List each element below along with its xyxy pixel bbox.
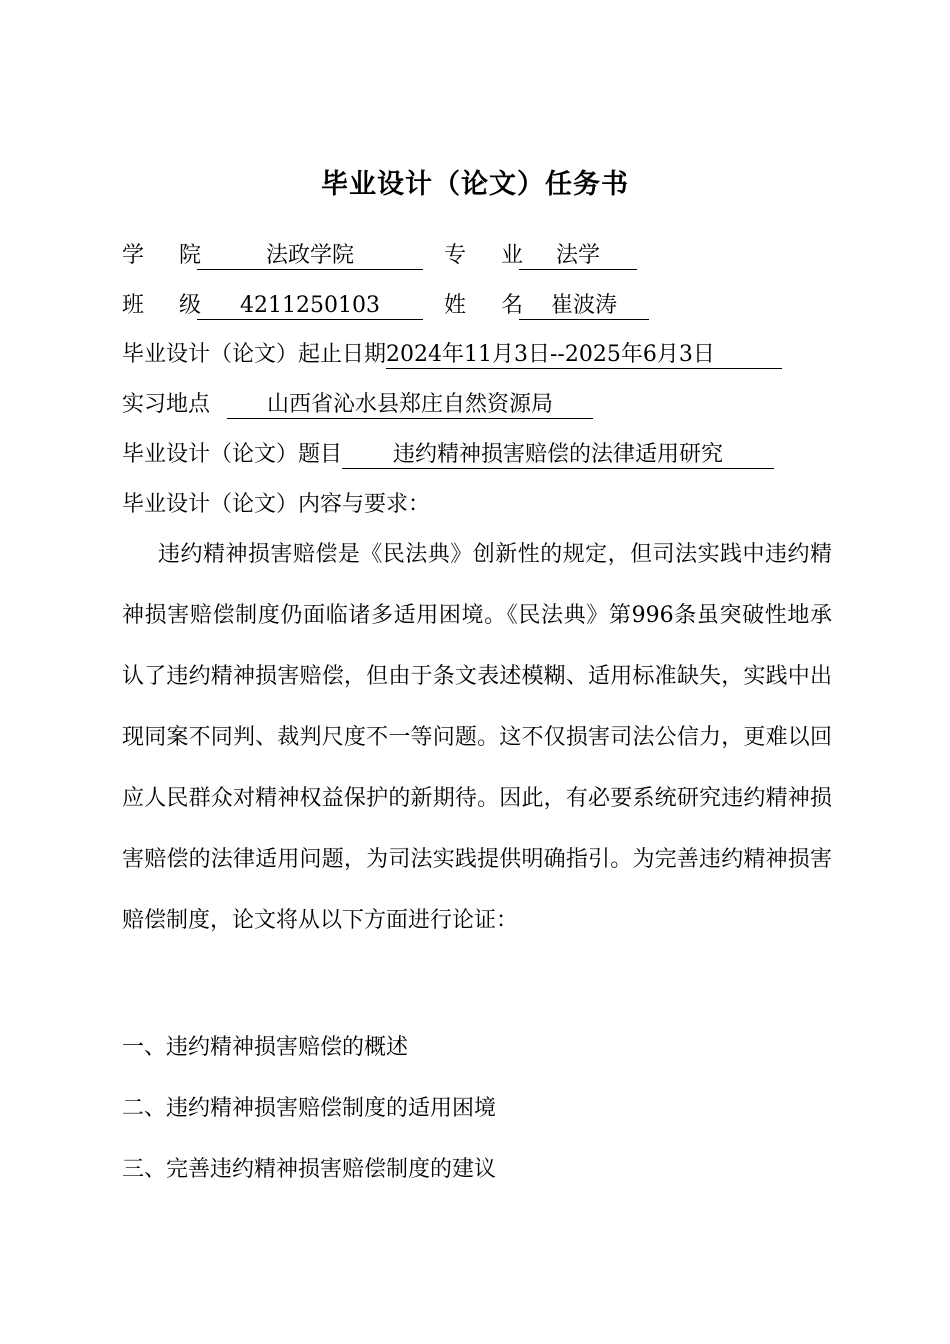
- body-paragraph: 违约精神损害赔偿是《民法典》创新性的规定，但司法实践中违约精神损害赔偿制度仍面临诸多适用困境。《民法典》第996条虽突破性地承认了违约精神损害赔偿，但由于条文表述模糊、适用标准缺失，实践中出现同案不同判、裁判尺度不一等问题。这不仅损害司法公信力，更难以回应人民群众对精神权益保护的新期待。因此，有必要系统研究违约精神损害赔偿的法律适用问题，为司法实践提供明确指引。为完善违约精神损害赔偿制度，论文将从以下方面进行论证：: [122, 542, 832, 933]
- period-row: [122, 340, 782, 370]
- topic-value: 违约精神损害赔偿的法律适用研究: [342, 442, 774, 469]
- requirements-label: 毕业设计（论文）内容与要求：: [122, 492, 431, 517]
- outline-item-1: 一、违约精神损害赔偿的概述: [122, 1035, 409, 1060]
- period-label: 毕业设计（论文）起止日期: [122, 342, 387, 367]
- name-value: 崔波涛: [519, 293, 649, 320]
- class-value: 4211250103: [197, 293, 423, 320]
- period-value: 2024年11月3日--2025年6月3日: [386, 342, 782, 369]
- college-value: 法政学院: [197, 243, 423, 270]
- class-label: 班 级: [122, 293, 215, 318]
- college-label: 学 院: [122, 243, 215, 268]
- topic-label: 毕业设计（论文）题目: [122, 442, 343, 467]
- location-label: 实习地点: [122, 392, 211, 417]
- location-row: [122, 390, 593, 420]
- document-title: 毕业设计（论文）任务书: [321, 169, 629, 200]
- outline-item-2: 二、违约精神损害赔偿制度的适用困境: [122, 1096, 497, 1121]
- class-name-row: [122, 291, 649, 321]
- college-major-row: [122, 241, 637, 271]
- major-label: 专 业: [444, 243, 537, 268]
- outline-item-3: 三、完善违约精神损害赔偿制度的建议: [122, 1157, 497, 1182]
- location-value: 山西省沁水县郑庄自然资源局: [227, 392, 593, 419]
- name-label: 姓 名: [444, 293, 537, 318]
- topic-row: [122, 440, 774, 470]
- major-value: 法学: [519, 243, 637, 270]
